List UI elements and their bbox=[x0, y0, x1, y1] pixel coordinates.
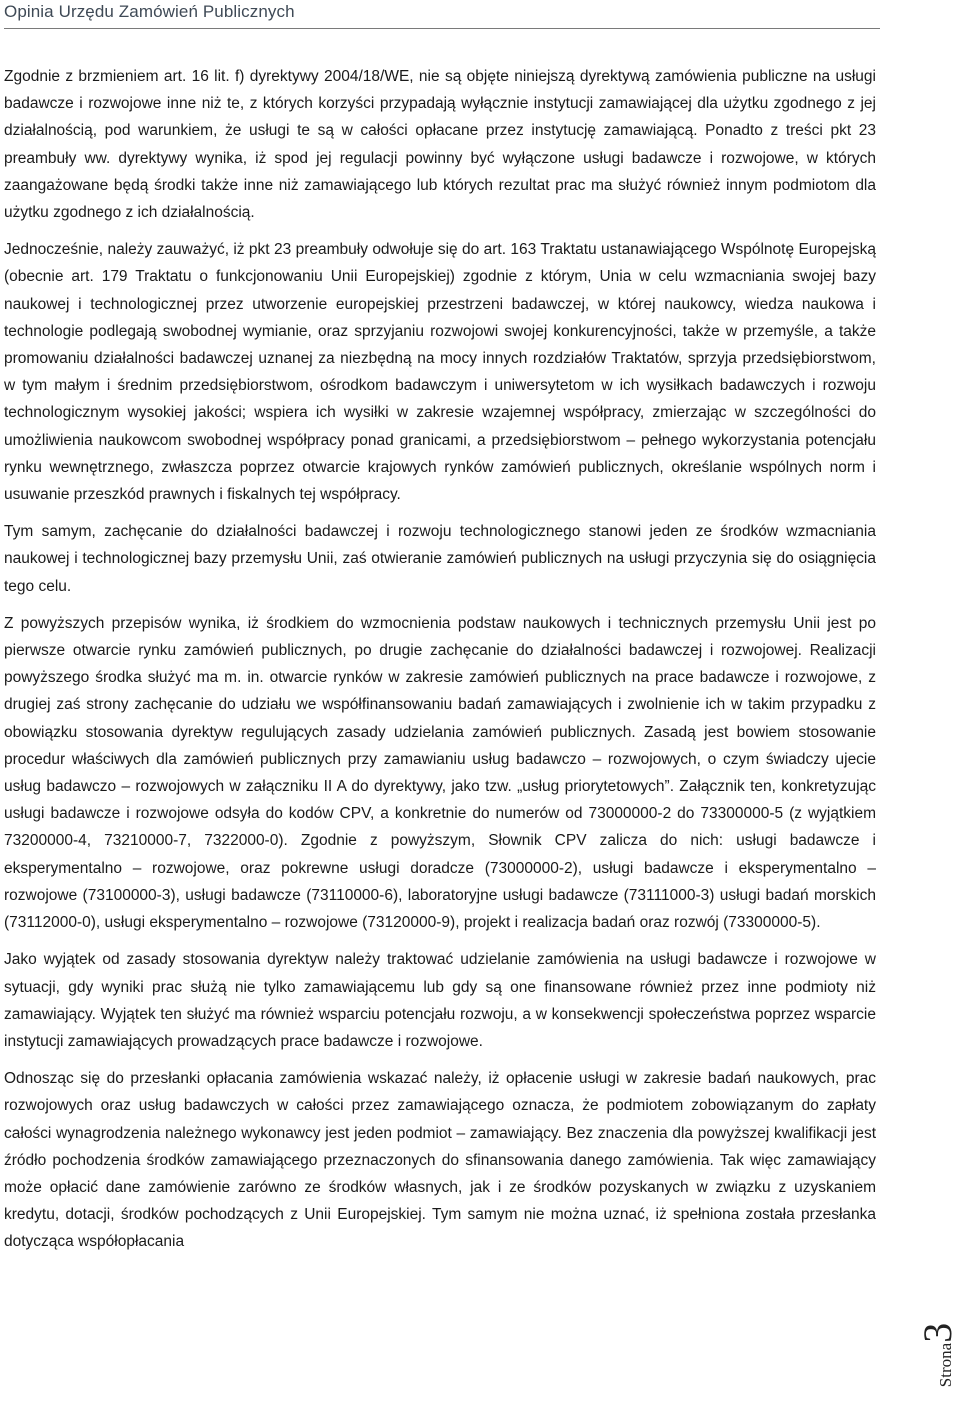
paragraph-2: Jednocześnie, należy zauważyć, iż pkt 23 preambuły odwołuje się do art. 163 Traktatu ustanawiającego Wspólnotę Europejską (obecnie art. 179 Traktatu o funkcjonowaniu Unii Europejskiej) zgodnie z którym, Unia w celu wzmacniania swojej bazy naukowej i technologicznej przez utworzenie europejskiej przestrzeni badawczej, w której naukowcy, wiedza naukowa i technologie podlegają swobodnej wymianie, oraz sprzyjaniu rozwojowi swojej konkurencyjności, także w przemyśle, a także promowaniu działalności badawczej uznanej za niezbędną na mocy innych rozdziałów Traktatów, sprzyja przedsiębiorstwom, w tym małym i średnim przedsiębiorstwom, ośrodkom badawczym i uniwersytetom w ich wysiłkach badawczych i rozwoju technologicznym wysokiej jakości; wspiera ich wysiłki w zakresie wzajemnej współpracy, zmierzając w szczególności do umożliwienia naukowcom swobodnej współpracy ponad granicami, a przedsiębiorstwom – pełnego wykorzystania potencjału rynku wewnętrznego, zwłaszcza poprzez otwarcie krajowych rynków zamówień publicznych, określanie wspólnych norm i usuwanie przeszkód prawnych i fiskalnych tej współpracy. bbox=[4, 241, 876, 504]
page-number-label: Strona bbox=[936, 1342, 955, 1388]
paragraph-1: Zgodnie z brzmieniem art. 16 lit. f) dyrektywy 2004/18/WE, nie są objęte niniejszą dyrektywą zamówienia publiczne na usługi badawcze i rozwojowe inne niż te, z których korzyści przypadają wyłącznie instytucji zamawiającej dla użytku zgodnego z jej działalnością, pod warunkiem, że usługi te są w całości opłacane przez instytucję zamawiającą. Ponadto z treści pkt 23 preambuły ww. dyrektywy wynika, iż spod jej regulacji powinny być wyłączone usługi badawcze i rozwojowe, w których zaangażowane będą środki także inne niż zamawiającego lub których rezultat prac ma służyć również innym podmiotom dla użytku zgodnego z ich działalnością. bbox=[4, 68, 876, 222]
paragraph-3: Tym samym, zachęcanie do działalności badawczej i rozwoju technologicznego stanowi jeden ze środków wzmacniania naukowej i technologicznej bazy przemysłu Unii, zaś otwieranie zamówień publicznych na usługi przyczynia się do osiągnięcia tego celu. bbox=[4, 523, 876, 595]
paragraph-4: Z powyższych przepisów wynika, iż środkiem do wzmocnienia podstaw naukowych i technicznych przemysłu Unii jest po pierwsze otwarcie rynku zamówień publicznych, po drugie zachęcanie do działalności badawczej i rozwojowej. Realizacji powyższego środka służyć ma m. in. otwarcie rynków w zakresie zamówień publicznych na prace badawcze i rozwojowe, z drugiej zaś strony zachęcanie do udziału we współfinansowaniu badań zamawiających i zwolnienie ich w takim przypadku z obowiązku stosowania dyrektyw regulujących zasady udzielania zamówień publicznych. Zasadą jest bowiem stosowanie procedur właściwych dla zamówień publicznych przy zamawianiu usług badawczo – rozwojowych, o czym świadczy ujecie usług badawczo – rozwojowych w załączniku II A do dyrektywy, jako tzw. „usług priorytetowych”. Załącznik ten, konkretyzując usługi badawcze i rozwojowe odsyła do kodów CPV, a konkretnie do numerów od 73000000-2 do 73300000-5 (z wyjątkiem 73200000-4, 73210000-7, 7322000-0). Zgodnie z powyższym, Słownik CPV zalicza do nich: usługi badawcze i eksperymentalno – rozwojowe, oraz pokrewne usługi doradcze (73000000-2), usługi badawcze i eksperymentalno – rozwojowe (73100000-3), usługi badawcze (73110000-6), laboratoryjne usługi badawcze (73111000-3) usługi badań morskich (73112000-0), usługi eksperymentalno – rozwojowe (73120000-9), projekt i realizacja badań oraz rozwój (73300000-5). bbox=[4, 614, 876, 932]
page-number-value: 3 bbox=[915, 1322, 960, 1343]
paragraph-6: Odnosząc się do przesłanki opłacania zamówienia wskazać należy, iż opłacenie usługi w zakresie badań naukowych, prac rozwojowych oraz usług badawczych w całości przez zamawiającego oznacza, że podmiotem zobowiązanym do zapłaty całości wynagrodzenia należnego wykonawcy jest jeden podmiot – zamawiający. Bez znaczenia dla powyższej kwalifikacji jest źródło pochodzenia środków zamawiającego przeznaczonych do sfinansowania danego zamówienia. Tak więc zamawiający może opłacić dane zamówienie zarówno ze środków własnych, jak i ze środków pozyskanych w związku z uzyskaniem kredytu, dotacji, środków pochodzących z Unii Europejskiej. Tym samym nie można uznać, iż spełniona została przesłanka dotycząca współopłacania bbox=[4, 1070, 876, 1251]
header-title: Opinia Urzędu Zamówień Publicznych bbox=[4, 2, 295, 21]
document-body bbox=[4, 63, 876, 1266]
paragraph-5: Jako wyjątek od zasady stosowania dyrektyw należy traktować udzielanie zamówienia na usługi badawcze i rozwojowe w sytuacji, gdy wyniki prac służą nie tylko zamawiającemu lub gdy są one finansowane również przez inne podmioty niż zamawiający. Wyjątek ten służyć ma również wsparciu potencjału rozwoju, a w konsekwencji społeczeństwa poprzez wsparcie instytucji zamawiających prowadzących prace badawcze i rozwojowe. bbox=[4, 951, 876, 1050]
page-number bbox=[915, 1305, 960, 1405]
page-header bbox=[4, 0, 880, 29]
